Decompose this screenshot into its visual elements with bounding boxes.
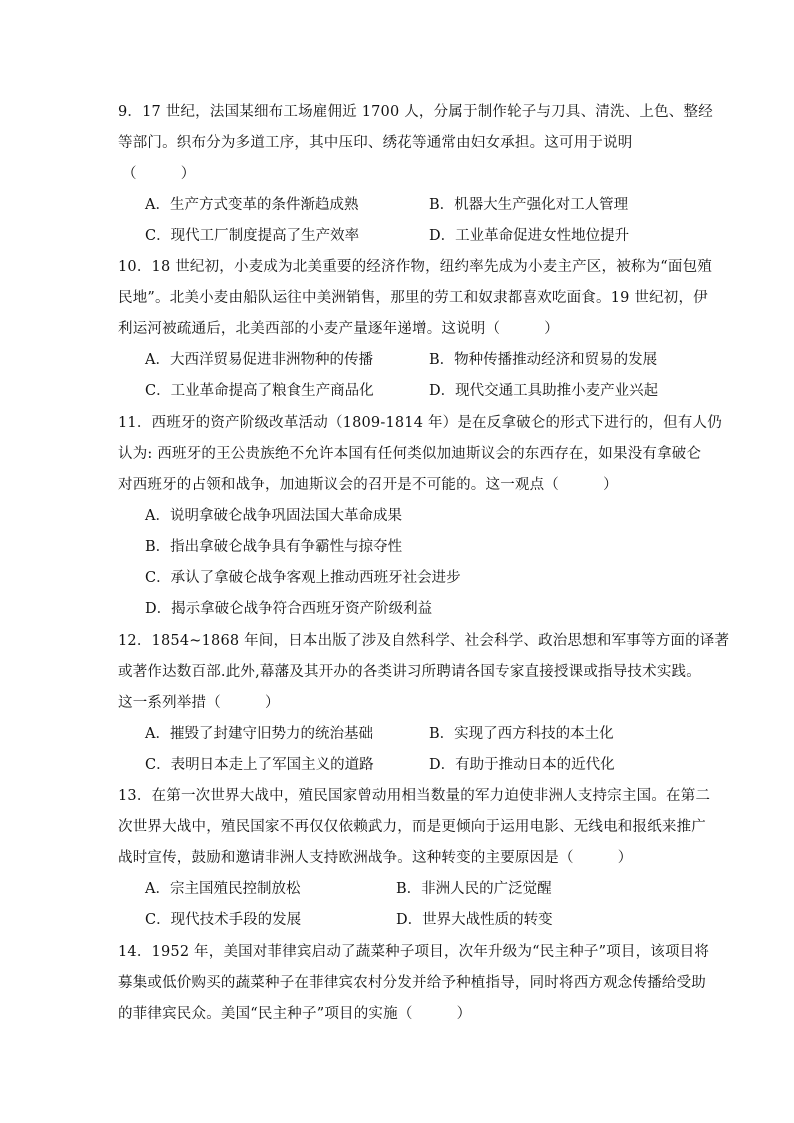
question-text-line: 13．在第一次世界大战中，殖民国家曾动用相当数量的军力迫使非洲人支持宗主国。在第二 (118, 788, 711, 804)
question-text-line: 的菲律宾民众。美国“民主种子”项目的实施（ ） (118, 1006, 472, 1022)
option-row (118, 221, 678, 252)
option-row (118, 345, 678, 376)
question-text-line: 或著作达数百部.此外,幕藩及其开办的各类讲习所聘请各国专家直接授课或指导技术实践。 (118, 664, 701, 680)
question-text-line: 11．西班牙的资产阶级改革活动（1809-1814 年）是在反拿破仑的形式下进行的，但有人仍 (118, 415, 722, 431)
option-b[interactable]: B．物种传播推动经济和贸易的发展 (429, 352, 658, 368)
option-row (118, 874, 678, 905)
question-11 (118, 408, 722, 625)
option-b[interactable]: B．机器大生产强化对工人管理 (429, 197, 629, 213)
option-d[interactable]: D．有助于推动日本的近代化 (429, 757, 615, 773)
option-b[interactable]: B．指出拿破仑战争具有争霸性与掠夺性 (145, 539, 403, 555)
answer-blank: （ ） (122, 166, 196, 182)
option-a[interactable]: A．生产方式变革的条件渐趋成熟 (145, 197, 359, 213)
option-c[interactable]: C．现代工厂制度提高了生产效率 (145, 228, 360, 244)
option-row (118, 905, 678, 936)
option-a[interactable]: A．宗主国殖民控制放松 (145, 881, 301, 897)
option-row (118, 719, 678, 750)
option-d[interactable]: D．工业革命促进女性地位提升 (429, 228, 630, 244)
question-10 (118, 252, 713, 407)
question-text-line: 募集或低价购买的蔬菜种子在菲律宾农村分发并给予种植指导，同时将西方观念传播给受助 (118, 975, 706, 991)
option-b[interactable]: B．实现了西方科技的本土化 (429, 726, 614, 742)
option-d[interactable]: D．揭示拿破仑战争符合西班牙资产阶级利益 (145, 601, 433, 617)
option-a[interactable]: A．大西洋贸易促进非洲物种的传播 (145, 352, 373, 368)
option-c[interactable]: C．表明日本走上了军国主义的道路 (145, 757, 374, 773)
question-text-line: 这一系列举措（ ） (118, 695, 280, 711)
question-text-line: 12．1854~1868 年间，日本出版了涉及自然科学、社会科学、政治思想和军事等方面的译著 (118, 633, 730, 649)
question-14 (118, 937, 710, 1030)
option-c[interactable]: C．工业革命提高了粮食生产商品化 (145, 383, 374, 399)
option-row (118, 750, 678, 781)
question-text-line: 对西班牙的占领和战争，加迪斯议会的召开是不可能的。这一观点（ ） (118, 477, 618, 493)
question-text-line: 10．18 世纪初，小麦成为北美重要的经济作物，纽约率先成为小麦主产区，被称为“面包殖 (118, 259, 713, 275)
option-row (118, 190, 678, 221)
option-c[interactable]: C．现代技术手段的发展 (145, 912, 302, 928)
option-d[interactable]: D．世界大战性质的转变 (396, 912, 553, 928)
option-b[interactable]: B．非洲人民的广泛觉醒 (396, 881, 552, 897)
option-row (118, 376, 678, 407)
option-a[interactable]: A．说明拿破仑战争巩固法国大革命成果 (145, 508, 402, 524)
question-text-line: 次世界大战中，殖民国家不再仅仅依赖武力，而是更倾向于运用电影、无线电和报纸来推广 (118, 819, 706, 835)
question-12 (118, 626, 730, 781)
question-9 (118, 97, 713, 252)
question-text-line: 9．17 世纪，法国某细布工场雇佣近 1700 人，分属于制作轮子与刀具、清洗、上色、整经 (118, 104, 713, 120)
question-text-line: 认为: 西班牙的王公贵族绝不允许本国有任何类似加迪斯议会的东西存在，如果没有拿破仑 (118, 446, 702, 462)
question-13 (118, 781, 711, 936)
question-text-line: 战时宣传，鼓励和邀请非洲人支持欧洲战争。这种转变的主要原因是（ ） (118, 850, 633, 866)
option-a[interactable]: A．摧毁了封建守旧势力的统治基础 (145, 726, 373, 742)
question-text-line: 14．1952 年，美国对菲律宾启动了蔬菜种子项目，次年升级为“民主种子”项目，该项目将 (118, 944, 710, 960)
option-c[interactable]: C．承认了拿破仑战争客观上推动西班牙社会进步 (145, 570, 461, 586)
question-text-line: 利运河被疏通后，北美西部的小麦产量逐年递增。这说明（ ） (118, 321, 559, 337)
question-text-line: 民地”。北美小麦由船队运往中美洲销售，那里的劳工和奴隶都喜欢吃面食。19 世纪初，伊 (118, 290, 708, 306)
question-text-line: 等部门。织布分为多道工序，其中压印、绣花等通常由妇女承担。这可用于说明 (118, 135, 633, 151)
option-d[interactable]: D．现代交通工具助推小麦产业兴起 (429, 383, 659, 399)
